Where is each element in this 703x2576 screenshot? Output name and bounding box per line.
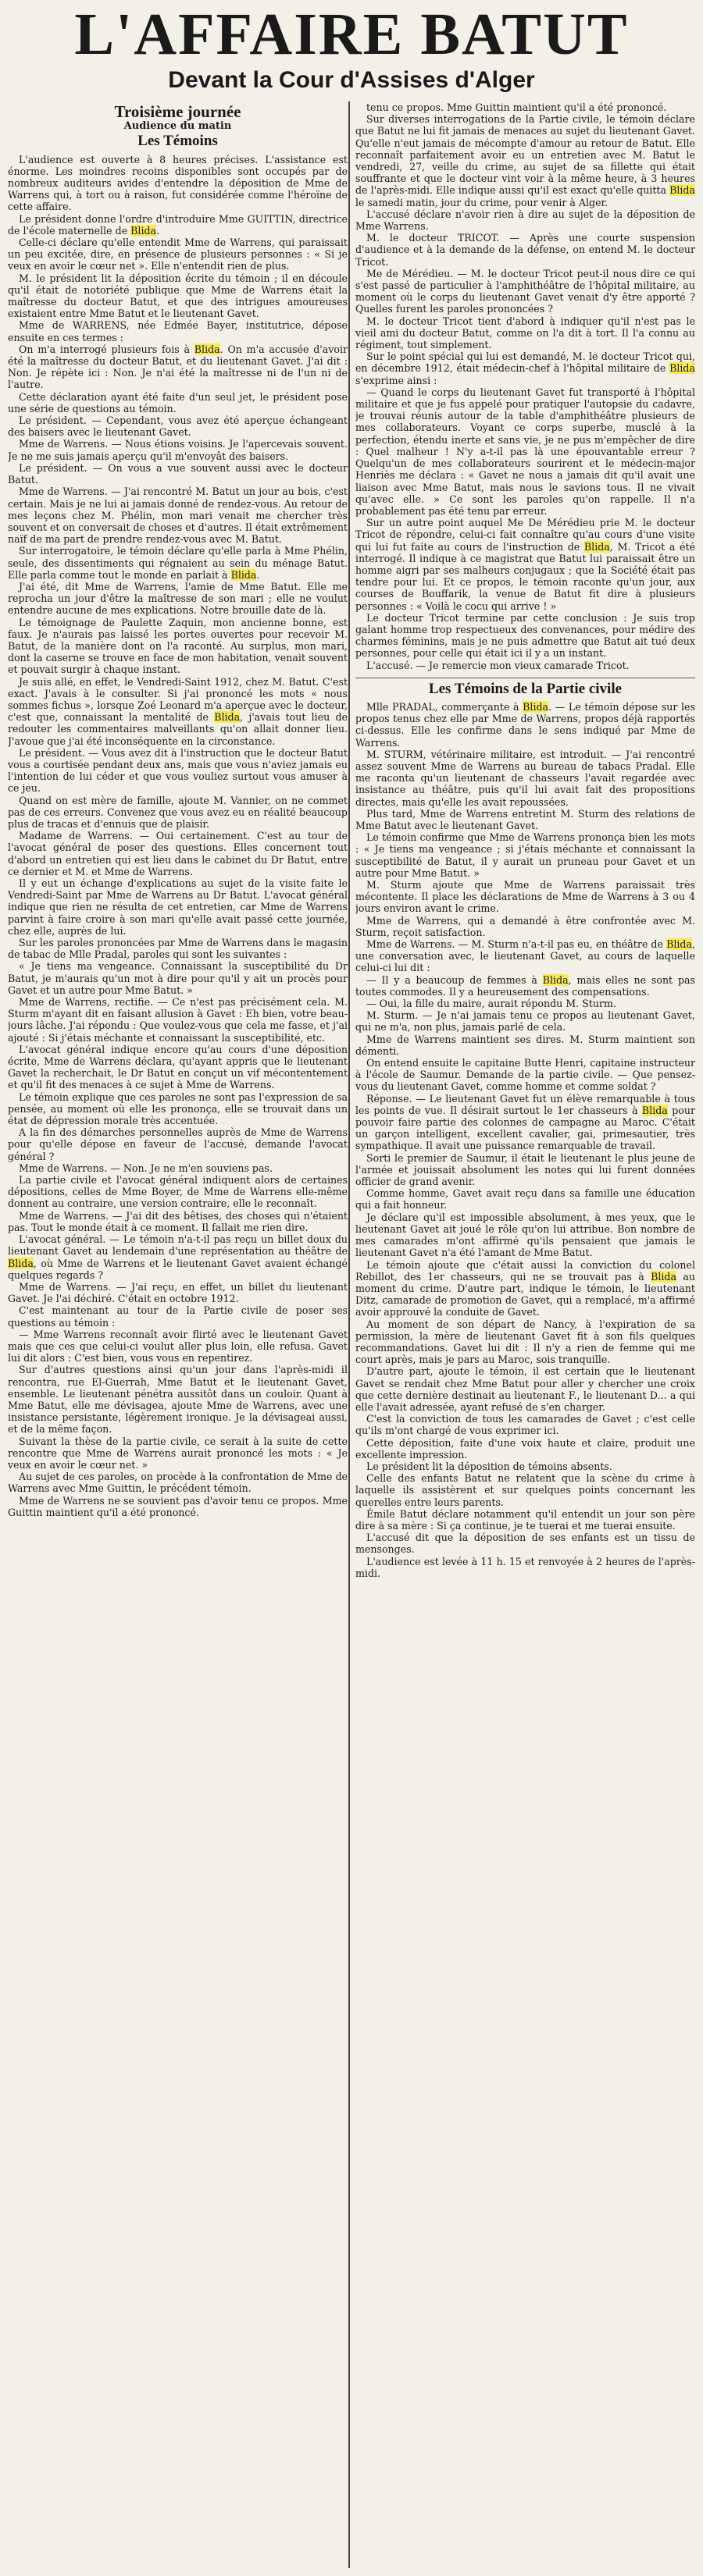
paragraph: M. STURM, vétérinaire militaire, est introduit. — J'ai rencontré assez souvent Mme de Warrens au bureau de tabacs Pradal. Elle me raconta qu'un lieutenant de chasseurs l'avait regardée avec insistance au théâtre, puis qu'il lui avait fait des propositions directes, mais qu'elle les avait repoussées. — [355, 748, 695, 808]
highlighted-word: Blida — [651, 1270, 677, 1283]
paragraph: Le président. — Vous avez dit à l'instruction que le docteur Batut vous a courtisée pendant deux ans, mais que vous n'aviez jamais eu l'intention de lui céder et que vous vouliez surtout vous amuser à ce jeu. — [8, 746, 348, 795]
highlighted-word: Blida — [230, 568, 257, 581]
paragraph: Je suis allé, en effet, le Vendredi-Saint 1912, chez M. Batut. C'est exact. J'avais à le consulter. Si j'ai prononcé les mots « nous sommes fichus », lorsque Zoé Leonard m'a aperçue avec le docteur, c'est que, connaissant la mentalité de Blida, j'avais tout lieu de redouter les commentaires malveillants qu'on allait donner lieu. J'avoue que j'ai été inconséquente en la circonstance. — [8, 675, 348, 747]
paragraph: « Je tiens ma vengeance. Connaissant la susceptibilité du Dr Batut, je m'aurais qu'un mot à dire pour qu'il y ait un procès pour Gavet et un autre pour Mme Batut. » — [8, 960, 348, 996]
paragraph: On entend ensuite le capitaine Butte Henri, capitaine instructeur à l'école de Saumur. Demande de la partie civile. — Que pensez-vous du lieutenant Gavet, comme homme et comme soldat ? — [355, 1057, 695, 1093]
paragraph: M. le docteur TRICOT. — Après une courte suspension d'audience et à la demande de la défense, on entend M. le docteur Tricot. — [355, 232, 695, 268]
paragraph: Cette déposition, faite d'une voix haute et claire, produit une excellente impression. — [355, 1436, 695, 1461]
highlighted-word: Blida — [542, 973, 569, 986]
paragraph: Quand on est mère de famille, ajoute M. Vannier, on ne commet pas de ces erreurs. Convenez que vous avez eu en réalité beaucoup plus de tracas et d'ennuis que de plaisir. — [8, 794, 348, 830]
paragraph: D'autre part, ajoute le témoin, il est certain que le lieutenant Gavet se rendait chez Mme Batut pour aller y chercher une croix que cette dernière destinait au lieutenant F., le lieutenant D... a qui elle l'avait adressée, ayant refusé de s'en charger. — [355, 1365, 695, 1413]
paragraph: Le président lit la déposition de témoins absents. — [366, 1460, 612, 1472]
paragraph: M. le docteur Tricot tient d'abord à indiquer qu'il n'est pas le vieil ami du docteur Batut, comme on l'a dit à tort. Il l'a connu au régiment, tout simplement. — [355, 315, 695, 351]
paragraph: Sorti le premier de Saumur, il était le lieutenant le plus jeune de l'armée et jouissait absolument les notes qui lui furent données officier de grand avenir. — [355, 1151, 695, 1188]
highlighted-word: Blida — [669, 184, 695, 197]
paragraph: Mme de Warrens. — Nous étions voisins. Je l'apercevais souvent. Je ne me suis jamais aperçu qu'il m'envoyât des baisers. — [8, 438, 348, 462]
paragraph: Le témoin confirme que Mme de Warrens prononça bien les mots : « Je tiens ma vengeance ; si j'étais méchante et connaissant la susceptibilité de Batut, il y aurait un pruneau pour Gavet et un autre pour Mme Batut. » — [355, 831, 695, 879]
paragraph: Sur les paroles prononcées par Mme de Warrens dans le magasin de tabac de Mlle Pradal, paroles qui sont les suivantes : — [8, 937, 348, 961]
left-column — [8, 101, 348, 2568]
paragraph: L'audience est ouverte à 8 heures précises. L'assistance est énorme. Les moindres recoins disponibles sont occupés par de nombreux auditeurs avides d'entendre la déposition de Mme de Warrens qui, à tort ou à raison, fut considérée comme l'héroïne de cette affaire. — [8, 153, 348, 213]
paragraph: Mme de Warrens, rectifie. — Ce n'est pas précisément cela. M. Sturm m'ayant dit en faisant allusion à Gavet : Eh bien, votre beau-jours lâche. J'ai répondu : Que voulez-vous que cela me fasse, et j'ai ajouté : Si j'étais méchante et connaissant la susceptibilité, etc. — [8, 996, 348, 1044]
paragraph: L'audience est levée à 11 h. 15 et renvoyée à 2 heures de l'après-midi. — [355, 1555, 695, 1579]
day-heading: Troisième journée — [114, 102, 241, 121]
paragraph: — Mme Warrens reconnaît avoir flirté avec le lieutenant Gavet mais que ces que celui-ci voulut aller plus loin, elle refusa. Gavet lui dit alors : C'est bien, vous vous en repentirez. — [8, 1328, 348, 1364]
paragraph: Émile Batut déclare notamment qu'il entendit un jour son père dire à sa mère : Si ça continue, je te tuerai et me tuerai ensuite. — [355, 1507, 695, 1532]
paragraph: L'accusé dit que la déposition de ses enfants est un tissu de mensonges. — [355, 1532, 695, 1556]
paragraph: J'ai été, dit Mme de Warrens, l'amie de Mme Batut. Elle me reprocha un jour d'être la maîtresse de son mari ; elle ne voulut entendre aucune de mes explications. Notre brouille date de là. — [8, 580, 348, 617]
paragraph: L'accusé déclare n'avoir rien à dire au sujet de la déposition de Mme Warrens. — [355, 208, 695, 233]
paragraph: Sur d'autres questions ainsi qu'un jour dans l'après-midi il rencontra, rue El-Guerrah, Mme Batut et le lieutenant Gavet, ensemble. Le lieutenant pénétra aussitôt dans un couloir. Quant à Mme Batut, elle me dévisagea, ajoute Mme de Warrens, avec une insistance persistante, légèrement ironique. Je la dévisageai aussi, et de la même façon. — [8, 1364, 348, 1436]
paragraph: L'avocat général indique encore qu'au cours d'une déposition écrite, Mme de Warrens déclara, qu'ayant appris que le lieutenant Gavet la recherchait, le Dr Batut en conçut un vif mécontentement et qu'il fit des menaces à ce sujet à Mme de Warrens. — [8, 1043, 348, 1091]
paragraph: Sur un autre point auquel Me De Mérédieu prie M. le docteur Tricot de répondre, celui-ci fait connaître qu'au cours d'une visite qui lui fut faite au cours de l'instruction de Blida, M. Tricot a été interrogé. Il indique à ce magistrat que Batut lui paraissait être un homme aigri par ses malheurs conjugaux ; que la Société était pas tendre pour lui. Et ce propos, le témoin raconte qu'un jour, aux courses de Bouffarik, la venue de Batut fit dire à plusieurs personnes : « Voilà le cocu qui arrive ! » — [355, 517, 695, 612]
paragraph: C'est la conviction de tous les camarades de Gavet ; c'est celle qu'ils m'ont chargé de vous exprimer ici. — [355, 1413, 695, 1437]
paragraph: Au sujet de ces paroles, on procède à la confrontation de Mme de Warrens avec Mme Guittin, le précédent témoin. — [8, 1471, 348, 1495]
paragraph: Il y eut un échange d'explications au sujet de la visite faite le Vendredi-Saint par Mme de Warrens au Dr Batut. L'avocat général indique que rien ne résulta de cet entretien, car Mme de Warrens parvint à faire croire à son mari qu'elle avait passé cette journée, chez elle, auprès de lui. — [8, 877, 348, 937]
paragraph: Celle-ci déclare qu'elle entendit Mme de Warrens, qui paraissait un peu excitée, dire, en présence de plusieurs personnes : « Si je veux en avoir le cœur net ». Elle n'entendit rien de plus. — [8, 237, 348, 272]
paragraph: Le témoin explique que ces paroles ne sont pas l'expression de sa pensée, au moment où elle les prononça, elle se trouvait dans un état de dépression morale très accentuée. — [8, 1091, 348, 1127]
paragraph: Madame de Warrens. — Oui certainement. C'est au tour de l'avocat général de poser des questions. Elles concernent tout d'abord un entretien qui est lieu dans le cabinet du Dr Batut, entre ce dernier et M. et Mme de Warrens. — [8, 830, 348, 877]
paragraph: Sur diverses interrogations de la Partie civile, le témoin déclare que Batut ne lui fit jamais de menaces au sujet du lieutenant Gavet. Qu'elle n'eut jamais de mécompte d'amour au retour de Batut. Elle reconnaît parfaitement avoir eu un entretien avec M. Batut le vendredi, 27, veille du crime, au sujet de sa fillette qui était souffrante et que le docteur vint voir à la même heure, à 3 heures de l'après-midi. Elle indique aussi qu'il est exact qu'elle quitta Blida le samedi matin, jour du crime, pour venir à Alger. — [355, 113, 695, 208]
paragraph: Mme de Warrens. — J'ai dit des bêtises, des choses qui n'étaient pas. Tout le monde était à ce moment. Il fallait me rien dire. — [8, 1209, 348, 1233]
paragraph: — Quand le corps du lieutenant Gavet fut transporté à l'hôpital militaire et que je fus appelé pour pratiquer l'autopsie du cadavre, je trouvai réunis autour de la table d'amphithéâtre plusieurs de mes collaborateurs. Voyant ce corps superbe, musclé à la perfection, étendu inerte et sans vie, je ne pus m'empêcher de dire : Quel malheur ! N'y a-t-il pas là une épouvantable erreur ? Quelqu'un de mes collaborateurs sourirent et le médecin-major Henriès me déclara : « Gavet ne nous a jamais dit qu'il avait une liaison avec Mme Batut, mais nous le savions tous. Il ne vivait qu'avec elle. » Ce sont les paroles qu'on rappelle. Il n'a probablement pas été tenu par erreur. — [355, 386, 695, 517]
paragraph: M. le président lit la déposition écrite du témoin ; il en découle qu'il était de notoriété publique que Mme de Warrens était la maîtresse du docteur Batut, et que des intrigues amoureuses existaient entre Mme Batut et le lieutenant Gavet. — [8, 272, 348, 320]
highlighted-word: Blida — [214, 711, 241, 724]
paragraph: tenu ce propos. Mme Guittin maintient qu'il a été prononcé. — [366, 101, 667, 113]
headline: L'AFFAIRE BATUT — [74, 2, 629, 67]
paragraph: Le témoignage de Paulette Zaquin, mon ancienne bonne, est faux. Je n'aurais pas laissé les portes ouvertes pour recevoir M. Batut, de la manière dont on l'a raconté. Au surplus, mon mari, dont la caserne se trouve en face de mon habitation, venait souvent et pouvait surgir à chaque instant. — [8, 616, 348, 676]
paragraph: Cette déclaration ayant été faite d'un seul jet, le président pose une série de questions au témoin. — [8, 390, 348, 415]
session-heading: Audience du matin — [123, 120, 232, 133]
section-heading-civil-party: Les Témoins de la Partie civile — [355, 678, 695, 695]
paragraph: Mme de Warrens, qui a demandé à être confrontée avec M. Sturm, reçoit satisfaction. — [355, 914, 695, 938]
paragraph: On m'a interrogé plusieurs fois à Blida. On m'a accusée d'avoir été la maîtresse du docteur Batut, et du lieutenant Gavet. J'ai dit : Non. Je répète ici : Non. Je n'ai été la maîtresse ni de l'un ni de l'autre. — [8, 343, 348, 391]
highlighted-word: Blida — [130, 224, 157, 237]
paragraph: Mme de WARRENS, née Edmée Bayer, institutrice, dépose ensuite en ces termes : — [8, 319, 348, 343]
highlighted-word: Blida — [523, 700, 549, 713]
paragraph: — Il y a beaucoup de femmes à Blida, mais elles ne sont pas toutes commodes. Il y a heureusement des compensations. — [355, 973, 695, 998]
paragraph: Le président donne l'ordre d'introduire Mme GUITTIN, directrice de l'école maternelle de Blida. — [8, 212, 348, 237]
highlighted-word: Blida — [8, 1257, 34, 1269]
section-heading-witnesses: Les Témoins — [137, 133, 218, 150]
paragraph: Le témoin ajoute que c'était aussi la conviction du colonel Rebillot, des 1er chasseurs, qui ne se trouvait pas à Blida au moment du crime. D'autre part, indique le témoin, le lieutenant Ditz, camarade de promotion de Gavet, qui a remplacé, m'a affirmé avoir approuvé la conduite de Gavet. — [355, 1258, 695, 1318]
paragraph: Plus tard, Mme de Warrens entretint M. Sturm des relations de Mme Batut avec le lieutenant Gavet. — [355, 807, 695, 831]
column-divider — [348, 101, 350, 2568]
paragraph: Réponse. — Le lieutenant Gavet fut un élève remarquable à tous les points de vue. Il désirait surtout le 1er chasseurs à Blida pour pouvoir faire partie des colonnes de campagne au Maroc. C'était un garçon intelligent, excellent cavalier, gai, primesautier, très sympathique. Il avait une puissance remarquable de travail. — [355, 1092, 695, 1152]
paragraph: Sur le point spécial qui lui est demandé, M. le docteur Tricot qui, en décembre 1912, était médecin-chef à l'hôpital militaire de Blida s'exprime ainsi : — [355, 350, 695, 386]
paragraph: Suivant la thèse de la partie civile, ce serait à la suite de cette rencontre que Mme de Warrens aurait prononcé les mots : « Je veux en avoir le cœur net. » — [8, 1435, 348, 1471]
paragraph: Sur interrogatoire, le témoin déclare qu'elle parla à Mme Phélin, seule, des dissentiments qui régnaient au sein du ménage Batut. Elle parla comme tout le monde en parlait à Blida. — [8, 545, 348, 581]
paragraph: Mme de Warrens. — M. Sturm n'a-t-il pas eu, en théâtre de Blida, une conversation avec, le lieutenant Gavet, au cours de laquelle celui-ci lui dit : — [355, 938, 695, 974]
paragraph: — Oui, la fille du maire, aurait répondu M. Sturm. — [366, 998, 616, 1010]
paragraph: A la fin des démarches personnelles auprès de Mme de Warrens pour qu'elle dépose en faveur de l'accusé, demande l'avocat général ? — [8, 1126, 348, 1162]
paragraph: Me de Mérédieu. — M. le docteur Tricot peut-il nous dire ce qui s'est passé de particulier à l'amphithéâtre de l'hôpital militaire, au moment où le corps du lieutenant Gavet venait d'y être apporté ? Quelles furent les paroles prononcées ? — [355, 267, 695, 315]
paragraph: Mme de Warrens maintient ses dires. M. Sturm maintient son démenti. — [355, 1033, 695, 1057]
paragraph: Mme de Warrens. — J'ai reçu, en effet, un billet du lieutenant Gavet. Je l'ai déchiré. C'était en octobre 1912. — [8, 1280, 348, 1305]
paragraph: Je déclare qu'il est impossible absolument, à mes yeux, que le lieutenant Gavet ait joué le rôle qu'on lui attribue. Bon nombre de mes camarades m'ont affirmé qu'ils pensaient que jamais le lieutenant Gavet n'a été l'amant de Mme Batut. — [355, 1211, 695, 1259]
paragraph: Le président. — Cependant, vous avez été aperçue échangeant des baisers avec le lieutenant Gavet. — [8, 415, 348, 439]
paragraph: Le docteur Tricot termine par cette conclusion : Je suis trop galant homme trop respectueux des convenances, pour médire des charmes féminins, mais je ne puis admettre que Batut ait tué deux personnes, pour celle qui était ici il y a un instant. — [355, 611, 695, 660]
paragraph: Le président. — On vous a vue souvent aussi avec le docteur Batut. — [8, 461, 348, 486]
paragraph: M. Sturm. — Je n'ai jamais tenu ce propos au lieutenant Gavet, qui ne m'a, non plus, jamais parlé de cela. — [355, 1009, 695, 1034]
paragraph: Mme de Warrens ne se souvient pas d'avoir tenu ce propos. Mme Guittin maintient qu'il a été prononcé. — [8, 1494, 348, 1518]
right-column — [355, 101, 695, 2568]
highlighted-word: Blida — [583, 540, 610, 553]
highlighted-word: Blida — [666, 938, 692, 951]
paragraph: Au moment de son départ de Nancy, à l'expiration de sa permission, la mère de lieutenant Gavet fit à son fils quelques recommandations. Gavet lui dit : Il n'y a rien de femme qui me court après, mais je pars au Maroc, sois tranquille. — [355, 1318, 695, 1366]
highlighted-word: Blida — [194, 343, 220, 355]
paragraph: C'est maintenant au tour de la Partie civile de poser ses questions au témoin : — [8, 1304, 348, 1329]
paragraph: Mlle PRADAL, commerçante à Blida. — Le témoin dépose sur les propos tenus chez elle par Mme de Warrens, propos déjà rapportés ci-dessus. Elle les confirme dans le sens indiqué par Mme de Warrens. — [355, 700, 695, 749]
paragraph: Comme homme, Gavet avait reçu dans sa famille une éducation qui a fait honneur. — [355, 1187, 695, 1212]
subheadline: Devant la Cour d'Assises d'Alger — [168, 67, 535, 93]
highlighted-word: Blida — [669, 362, 695, 375]
paragraph: L'accusé. — Je remercie mon vieux camarade Tricot. — [366, 659, 630, 671]
paragraph: Mme de Warrens. — J'ai rencontré M. Batut un jour au bois, c'est certain. Mais je ne lui ai jamais donné de rendez-vous. Au retour de mes leçons chez M. Phélin, mon mari venait me chercher très souvent et on conversait de choses et d'autres. Il était extrêmement naïf de ma part de prendre rendez-vous avec M. Batut. — [8, 486, 348, 546]
article-columns — [8, 101, 695, 2568]
paragraph: La partie civile et l'avocat général indiquent alors de certaines dépositions, celles de Mme Boyer, de Mme de Warrens elle-même donnent au contraire, une version contraire, elle le reconnaît. — [8, 1174, 348, 1210]
paragraph: Celle des enfants Batut ne relatent que la scène du crime à laquelle ils assistèrent et sur quelques points concernant les querelles entre leurs parents. — [355, 1472, 695, 1508]
masthead — [0, 0, 703, 95]
paragraph: M. Sturm ajoute que Mme de Warrens paraissait très mécontente. Il place les déclarations de Mme de Warrens à 3 ou 4 jours environ avant le crime. — [355, 879, 695, 915]
paragraph: L'avocat général. — Le témoin n'a-t-il pas reçu un billet doux du lieutenant Gavet au lendemain d'une représentation au théâtre de Blida, où Mme de Warrens et le lieutenant Gavet avaient échangé quelques regards ? — [8, 1233, 348, 1281]
highlighted-word: Blida — [641, 1104, 668, 1116]
paragraph: Mme de Warrens. — Non. Je ne m'en souviens pas. — [19, 1162, 273, 1174]
